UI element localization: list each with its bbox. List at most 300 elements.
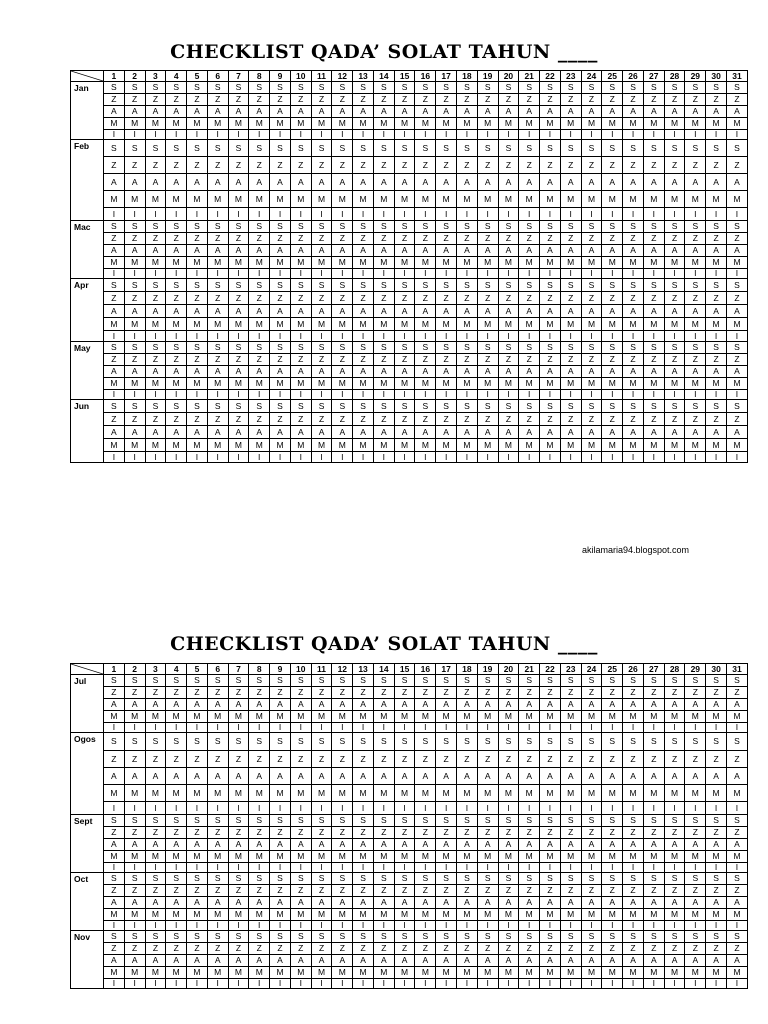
prayer-checkbox-cell[interactable]: M bbox=[394, 439, 415, 452]
prayer-checkbox-cell[interactable]: S bbox=[394, 733, 415, 751]
prayer-checkbox-cell[interactable]: M bbox=[581, 967, 602, 979]
prayer-checkbox-cell[interactable]: S bbox=[498, 733, 519, 751]
prayer-checkbox-cell[interactable]: M bbox=[498, 439, 519, 452]
prayer-checkbox-cell[interactable]: A bbox=[498, 768, 519, 785]
prayer-checkbox-cell[interactable]: S bbox=[643, 342, 664, 354]
prayer-checkbox-cell[interactable]: S bbox=[685, 400, 706, 413]
prayer-checkbox-cell[interactable]: M bbox=[290, 851, 311, 863]
prayer-checkbox-cell[interactable]: S bbox=[207, 815, 228, 827]
prayer-checkbox-cell[interactable]: Z bbox=[145, 827, 166, 839]
prayer-checkbox-cell[interactable]: A bbox=[373, 174, 394, 191]
prayer-checkbox-cell[interactable]: A bbox=[353, 174, 374, 191]
prayer-checkbox-cell[interactable]: A bbox=[415, 699, 436, 711]
prayer-checkbox-cell[interactable]: Z bbox=[311, 292, 332, 305]
prayer-checkbox-cell[interactable]: Z bbox=[457, 413, 478, 426]
prayer-checkbox-cell[interactable]: A bbox=[228, 426, 249, 439]
prayer-checkbox-cell[interactable]: M bbox=[166, 378, 187, 390]
prayer-checkbox-cell[interactable]: I bbox=[187, 863, 208, 873]
prayer-checkbox-cell[interactable]: I bbox=[166, 921, 187, 931]
prayer-checkbox-cell[interactable]: I bbox=[249, 130, 270, 140]
prayer-checkbox-cell[interactable]: Z bbox=[706, 292, 727, 305]
prayer-checkbox-cell[interactable]: A bbox=[602, 955, 623, 967]
prayer-checkbox-cell[interactable]: Z bbox=[706, 885, 727, 897]
prayer-checkbox-cell[interactable]: Z bbox=[706, 233, 727, 245]
prayer-checkbox-cell[interactable]: I bbox=[166, 863, 187, 873]
prayer-checkbox-cell[interactable]: I bbox=[540, 921, 561, 931]
prayer-checkbox-cell[interactable]: S bbox=[685, 140, 706, 157]
prayer-checkbox-cell[interactable]: M bbox=[332, 191, 353, 208]
prayer-checkbox-cell[interactable]: I bbox=[290, 130, 311, 140]
prayer-checkbox-cell[interactable]: I bbox=[187, 452, 208, 463]
prayer-checkbox-cell[interactable]: A bbox=[353, 839, 374, 851]
prayer-checkbox-cell[interactable]: Z bbox=[581, 233, 602, 245]
prayer-checkbox-cell[interactable]: Z bbox=[643, 354, 664, 366]
prayer-checkbox-cell[interactable]: I bbox=[187, 269, 208, 279]
prayer-checkbox-cell[interactable]: Z bbox=[290, 413, 311, 426]
prayer-checkbox-cell[interactable]: Z bbox=[623, 751, 644, 768]
prayer-checkbox-cell[interactable]: Z bbox=[290, 94, 311, 106]
prayer-checkbox-cell[interactable]: A bbox=[290, 426, 311, 439]
prayer-checkbox-cell[interactable]: I bbox=[311, 921, 332, 931]
prayer-checkbox-cell[interactable]: Z bbox=[290, 885, 311, 897]
prayer-checkbox-cell[interactable]: I bbox=[124, 723, 145, 733]
prayer-checkbox-cell[interactable]: I bbox=[104, 269, 125, 279]
prayer-checkbox-cell[interactable]: Z bbox=[706, 827, 727, 839]
prayer-checkbox-cell[interactable]: S bbox=[643, 221, 664, 233]
prayer-checkbox-cell[interactable]: M bbox=[353, 318, 374, 331]
prayer-checkbox-cell[interactable]: Z bbox=[145, 292, 166, 305]
prayer-checkbox-cell[interactable]: S bbox=[436, 221, 457, 233]
prayer-checkbox-cell[interactable]: I bbox=[706, 208, 727, 221]
prayer-checkbox-cell[interactable]: I bbox=[124, 208, 145, 221]
prayer-checkbox-cell[interactable]: M bbox=[145, 967, 166, 979]
prayer-checkbox-cell[interactable]: S bbox=[353, 82, 374, 94]
prayer-checkbox-cell[interactable]: I bbox=[664, 390, 685, 400]
prayer-checkbox-cell[interactable]: I bbox=[353, 863, 374, 873]
prayer-checkbox-cell[interactable]: Z bbox=[519, 943, 540, 955]
prayer-checkbox-cell[interactable]: S bbox=[249, 221, 270, 233]
prayer-checkbox-cell[interactable]: A bbox=[685, 768, 706, 785]
prayer-checkbox-cell[interactable]: Z bbox=[581, 885, 602, 897]
prayer-checkbox-cell[interactable]: I bbox=[394, 979, 415, 989]
prayer-checkbox-cell[interactable]: M bbox=[373, 785, 394, 802]
prayer-checkbox-cell[interactable]: I bbox=[602, 723, 623, 733]
prayer-checkbox-cell[interactable]: I bbox=[498, 331, 519, 342]
prayer-checkbox-cell[interactable]: M bbox=[602, 318, 623, 331]
prayer-checkbox-cell[interactable]: M bbox=[643, 851, 664, 863]
prayer-checkbox-cell[interactable]: S bbox=[664, 140, 685, 157]
prayer-checkbox-cell[interactable]: S bbox=[540, 140, 561, 157]
prayer-checkbox-cell[interactable]: A bbox=[415, 106, 436, 118]
prayer-checkbox-cell[interactable]: I bbox=[436, 979, 457, 989]
prayer-checkbox-cell[interactable]: I bbox=[623, 269, 644, 279]
prayer-checkbox-cell[interactable]: Z bbox=[311, 885, 332, 897]
prayer-checkbox-cell[interactable]: Z bbox=[726, 943, 747, 955]
prayer-checkbox-cell[interactable]: A bbox=[685, 174, 706, 191]
prayer-checkbox-cell[interactable]: A bbox=[145, 174, 166, 191]
prayer-checkbox-cell[interactable]: I bbox=[290, 979, 311, 989]
prayer-checkbox-cell[interactable]: S bbox=[581, 82, 602, 94]
prayer-checkbox-cell[interactable]: A bbox=[477, 106, 498, 118]
prayer-checkbox-cell[interactable]: A bbox=[311, 245, 332, 257]
prayer-checkbox-cell[interactable]: S bbox=[311, 931, 332, 943]
prayer-checkbox-cell[interactable]: A bbox=[519, 768, 540, 785]
prayer-checkbox-cell[interactable]: M bbox=[353, 785, 374, 802]
prayer-checkbox-cell[interactable]: Z bbox=[436, 233, 457, 245]
prayer-checkbox-cell[interactable]: M bbox=[581, 318, 602, 331]
prayer-checkbox-cell[interactable]: Z bbox=[540, 413, 561, 426]
prayer-checkbox-cell[interactable]: Z bbox=[249, 943, 270, 955]
prayer-checkbox-cell[interactable]: I bbox=[643, 452, 664, 463]
prayer-checkbox-cell[interactable]: S bbox=[623, 400, 644, 413]
prayer-checkbox-cell[interactable]: I bbox=[581, 390, 602, 400]
prayer-checkbox-cell[interactable]: M bbox=[706, 909, 727, 921]
prayer-checkbox-cell[interactable]: I bbox=[228, 331, 249, 342]
prayer-checkbox-cell[interactable]: Z bbox=[477, 687, 498, 699]
prayer-checkbox-cell[interactable]: Z bbox=[643, 885, 664, 897]
prayer-checkbox-cell[interactable]: I bbox=[581, 921, 602, 931]
prayer-checkbox-cell[interactable]: Z bbox=[519, 827, 540, 839]
prayer-checkbox-cell[interactable]: S bbox=[394, 931, 415, 943]
prayer-checkbox-cell[interactable]: S bbox=[124, 815, 145, 827]
prayer-checkbox-cell[interactable]: A bbox=[560, 897, 581, 909]
prayer-checkbox-cell[interactable]: A bbox=[685, 305, 706, 318]
prayer-checkbox-cell[interactable]: S bbox=[415, 400, 436, 413]
prayer-checkbox-cell[interactable]: Z bbox=[187, 943, 208, 955]
prayer-checkbox-cell[interactable]: Z bbox=[353, 751, 374, 768]
prayer-checkbox-cell[interactable]: A bbox=[726, 897, 747, 909]
prayer-checkbox-cell[interactable]: S bbox=[581, 221, 602, 233]
prayer-checkbox-cell[interactable]: I bbox=[436, 390, 457, 400]
prayer-checkbox-cell[interactable]: S bbox=[270, 873, 291, 885]
prayer-checkbox-cell[interactable]: Z bbox=[477, 94, 498, 106]
prayer-checkbox-cell[interactable]: A bbox=[187, 955, 208, 967]
prayer-checkbox-cell[interactable]: Z bbox=[623, 943, 644, 955]
prayer-checkbox-cell[interactable]: A bbox=[145, 426, 166, 439]
prayer-checkbox-cell[interactable]: A bbox=[166, 955, 187, 967]
prayer-checkbox-cell[interactable]: M bbox=[643, 711, 664, 723]
prayer-checkbox-cell[interactable]: M bbox=[394, 378, 415, 390]
prayer-checkbox-cell[interactable]: I bbox=[706, 863, 727, 873]
prayer-checkbox-cell[interactable]: Z bbox=[457, 292, 478, 305]
prayer-checkbox-cell[interactable]: A bbox=[436, 305, 457, 318]
prayer-checkbox-cell[interactable]: M bbox=[602, 118, 623, 130]
prayer-checkbox-cell[interactable]: Z bbox=[228, 687, 249, 699]
prayer-checkbox-cell[interactable]: M bbox=[477, 909, 498, 921]
prayer-checkbox-cell[interactable]: M bbox=[373, 711, 394, 723]
prayer-checkbox-cell[interactable]: Z bbox=[477, 157, 498, 174]
prayer-checkbox-cell[interactable]: M bbox=[477, 711, 498, 723]
prayer-checkbox-cell[interactable]: A bbox=[228, 839, 249, 851]
prayer-checkbox-cell[interactable]: S bbox=[373, 140, 394, 157]
prayer-checkbox-cell[interactable]: M bbox=[457, 785, 478, 802]
prayer-checkbox-cell[interactable]: S bbox=[498, 342, 519, 354]
prayer-checkbox-cell[interactable]: M bbox=[457, 378, 478, 390]
prayer-checkbox-cell[interactable]: Z bbox=[415, 292, 436, 305]
prayer-checkbox-cell[interactable]: Z bbox=[228, 885, 249, 897]
prayer-checkbox-cell[interactable]: Z bbox=[560, 233, 581, 245]
prayer-checkbox-cell[interactable]: I bbox=[124, 921, 145, 931]
prayer-checkbox-cell[interactable]: M bbox=[643, 318, 664, 331]
prayer-checkbox-cell[interactable]: Z bbox=[685, 751, 706, 768]
prayer-checkbox-cell[interactable]: S bbox=[332, 815, 353, 827]
prayer-checkbox-cell[interactable]: S bbox=[124, 342, 145, 354]
prayer-checkbox-cell[interactable]: A bbox=[228, 305, 249, 318]
prayer-checkbox-cell[interactable]: A bbox=[457, 955, 478, 967]
prayer-checkbox-cell[interactable]: I bbox=[207, 130, 228, 140]
prayer-checkbox-cell[interactable]: I bbox=[560, 802, 581, 815]
prayer-checkbox-cell[interactable]: Z bbox=[706, 687, 727, 699]
prayer-checkbox-cell[interactable]: I bbox=[249, 390, 270, 400]
prayer-checkbox-cell[interactable]: I bbox=[436, 130, 457, 140]
prayer-checkbox-cell[interactable]: I bbox=[726, 921, 747, 931]
prayer-checkbox-cell[interactable]: A bbox=[311, 426, 332, 439]
prayer-checkbox-cell[interactable]: S bbox=[207, 82, 228, 94]
prayer-checkbox-cell[interactable]: S bbox=[602, 873, 623, 885]
prayer-checkbox-cell[interactable]: I bbox=[664, 269, 685, 279]
prayer-checkbox-cell[interactable]: I bbox=[477, 331, 498, 342]
prayer-checkbox-cell[interactable]: Z bbox=[124, 413, 145, 426]
prayer-checkbox-cell[interactable]: I bbox=[436, 723, 457, 733]
prayer-checkbox-cell[interactable]: A bbox=[540, 897, 561, 909]
prayer-checkbox-cell[interactable]: Z bbox=[187, 827, 208, 839]
prayer-checkbox-cell[interactable]: S bbox=[104, 733, 125, 751]
prayer-checkbox-cell[interactable]: I bbox=[540, 723, 561, 733]
prayer-checkbox-cell[interactable]: M bbox=[498, 191, 519, 208]
prayer-checkbox-cell[interactable]: S bbox=[726, 140, 747, 157]
prayer-checkbox-cell[interactable]: M bbox=[540, 118, 561, 130]
prayer-checkbox-cell[interactable]: S bbox=[166, 279, 187, 292]
prayer-checkbox-cell[interactable]: A bbox=[166, 839, 187, 851]
prayer-checkbox-cell[interactable]: M bbox=[498, 909, 519, 921]
prayer-checkbox-cell[interactable]: A bbox=[706, 245, 727, 257]
prayer-checkbox-cell[interactable]: S bbox=[664, 400, 685, 413]
prayer-checkbox-cell[interactable]: A bbox=[457, 768, 478, 785]
prayer-checkbox-cell[interactable]: A bbox=[581, 955, 602, 967]
prayer-checkbox-cell[interactable]: I bbox=[124, 331, 145, 342]
prayer-checkbox-cell[interactable]: Z bbox=[602, 292, 623, 305]
prayer-checkbox-cell[interactable]: Z bbox=[415, 233, 436, 245]
prayer-checkbox-cell[interactable]: S bbox=[373, 400, 394, 413]
prayer-checkbox-cell[interactable]: A bbox=[706, 955, 727, 967]
prayer-checkbox-cell[interactable]: I bbox=[498, 921, 519, 931]
prayer-checkbox-cell[interactable]: S bbox=[540, 279, 561, 292]
prayer-checkbox-cell[interactable]: M bbox=[332, 851, 353, 863]
prayer-checkbox-cell[interactable]: A bbox=[664, 699, 685, 711]
prayer-checkbox-cell[interactable]: A bbox=[457, 897, 478, 909]
prayer-checkbox-cell[interactable]: Z bbox=[104, 751, 125, 768]
prayer-checkbox-cell[interactable]: M bbox=[560, 967, 581, 979]
prayer-checkbox-cell[interactable]: S bbox=[290, 815, 311, 827]
prayer-checkbox-cell[interactable]: I bbox=[332, 802, 353, 815]
prayer-checkbox-cell[interactable]: Z bbox=[685, 827, 706, 839]
prayer-checkbox-cell[interactable]: M bbox=[187, 851, 208, 863]
prayer-checkbox-cell[interactable]: A bbox=[643, 245, 664, 257]
prayer-checkbox-cell[interactable]: Z bbox=[394, 233, 415, 245]
prayer-checkbox-cell[interactable]: Z bbox=[145, 94, 166, 106]
prayer-checkbox-cell[interactable]: I bbox=[726, 979, 747, 989]
prayer-checkbox-cell[interactable]: M bbox=[187, 711, 208, 723]
prayer-checkbox-cell[interactable]: A bbox=[623, 305, 644, 318]
prayer-checkbox-cell[interactable]: S bbox=[104, 675, 125, 687]
prayer-checkbox-cell[interactable]: I bbox=[498, 390, 519, 400]
prayer-checkbox-cell[interactable]: Z bbox=[498, 885, 519, 897]
prayer-checkbox-cell[interactable]: A bbox=[290, 245, 311, 257]
prayer-checkbox-cell[interactable]: I bbox=[311, 390, 332, 400]
prayer-checkbox-cell[interactable]: I bbox=[187, 390, 208, 400]
prayer-checkbox-cell[interactable]: A bbox=[145, 839, 166, 851]
prayer-checkbox-cell[interactable]: M bbox=[664, 191, 685, 208]
prayer-checkbox-cell[interactable]: Z bbox=[602, 827, 623, 839]
prayer-checkbox-cell[interactable]: A bbox=[166, 106, 187, 118]
prayer-checkbox-cell[interactable]: Z bbox=[415, 687, 436, 699]
prayer-checkbox-cell[interactable]: M bbox=[332, 318, 353, 331]
prayer-checkbox-cell[interactable]: I bbox=[664, 802, 685, 815]
prayer-checkbox-cell[interactable]: Z bbox=[602, 354, 623, 366]
prayer-checkbox-cell[interactable]: S bbox=[290, 931, 311, 943]
prayer-checkbox-cell[interactable]: A bbox=[104, 366, 125, 378]
prayer-checkbox-cell[interactable]: Z bbox=[477, 292, 498, 305]
prayer-checkbox-cell[interactable]: I bbox=[498, 863, 519, 873]
prayer-checkbox-cell[interactable]: A bbox=[623, 174, 644, 191]
prayer-checkbox-cell[interactable]: M bbox=[664, 257, 685, 269]
prayer-checkbox-cell[interactable]: A bbox=[249, 106, 270, 118]
prayer-checkbox-cell[interactable]: A bbox=[498, 699, 519, 711]
prayer-checkbox-cell[interactable]: S bbox=[353, 733, 374, 751]
prayer-checkbox-cell[interactable]: I bbox=[249, 863, 270, 873]
prayer-checkbox-cell[interactable]: S bbox=[145, 140, 166, 157]
prayer-checkbox-cell[interactable]: I bbox=[166, 331, 187, 342]
prayer-checkbox-cell[interactable]: Z bbox=[124, 751, 145, 768]
prayer-checkbox-cell[interactable]: A bbox=[643, 699, 664, 711]
prayer-checkbox-cell[interactable]: I bbox=[104, 390, 125, 400]
prayer-checkbox-cell[interactable]: M bbox=[166, 711, 187, 723]
prayer-checkbox-cell[interactable]: A bbox=[643, 106, 664, 118]
prayer-checkbox-cell[interactable]: A bbox=[519, 839, 540, 851]
prayer-checkbox-cell[interactable]: M bbox=[602, 909, 623, 921]
prayer-checkbox-cell[interactable]: S bbox=[270, 675, 291, 687]
prayer-checkbox-cell[interactable]: S bbox=[706, 342, 727, 354]
prayer-checkbox-cell[interactable]: M bbox=[145, 785, 166, 802]
prayer-checkbox-cell[interactable]: M bbox=[415, 378, 436, 390]
prayer-checkbox-cell[interactable]: I bbox=[394, 921, 415, 931]
prayer-checkbox-cell[interactable]: A bbox=[373, 897, 394, 909]
prayer-checkbox-cell[interactable]: Z bbox=[519, 94, 540, 106]
prayer-checkbox-cell[interactable]: Z bbox=[540, 157, 561, 174]
prayer-checkbox-cell[interactable]: A bbox=[706, 426, 727, 439]
prayer-checkbox-cell[interactable]: Z bbox=[457, 943, 478, 955]
prayer-checkbox-cell[interactable]: I bbox=[498, 452, 519, 463]
prayer-checkbox-cell[interactable]: M bbox=[290, 967, 311, 979]
prayer-checkbox-cell[interactable]: M bbox=[560, 257, 581, 269]
prayer-checkbox-cell[interactable]: M bbox=[104, 439, 125, 452]
prayer-checkbox-cell[interactable]: I bbox=[145, 802, 166, 815]
prayer-checkbox-cell[interactable]: I bbox=[623, 979, 644, 989]
prayer-checkbox-cell[interactable]: I bbox=[477, 390, 498, 400]
prayer-checkbox-cell[interactable]: Z bbox=[706, 413, 727, 426]
prayer-checkbox-cell[interactable]: A bbox=[726, 245, 747, 257]
prayer-checkbox-cell[interactable]: I bbox=[519, 723, 540, 733]
prayer-checkbox-cell[interactable]: A bbox=[332, 839, 353, 851]
prayer-checkbox-cell[interactable]: A bbox=[207, 245, 228, 257]
prayer-checkbox-cell[interactable]: S bbox=[477, 221, 498, 233]
prayer-checkbox-cell[interactable]: Z bbox=[290, 827, 311, 839]
prayer-checkbox-cell[interactable]: Z bbox=[166, 943, 187, 955]
prayer-checkbox-cell[interactable]: A bbox=[664, 174, 685, 191]
prayer-checkbox-cell[interactable]: Z bbox=[726, 885, 747, 897]
prayer-checkbox-cell[interactable]: Z bbox=[373, 687, 394, 699]
prayer-checkbox-cell[interactable]: Z bbox=[166, 157, 187, 174]
prayer-checkbox-cell[interactable]: S bbox=[332, 342, 353, 354]
prayer-checkbox-cell[interactable]: A bbox=[581, 174, 602, 191]
prayer-checkbox-cell[interactable]: A bbox=[726, 305, 747, 318]
prayer-checkbox-cell[interactable]: Z bbox=[166, 292, 187, 305]
prayer-checkbox-cell[interactable]: S bbox=[540, 815, 561, 827]
prayer-checkbox-cell[interactable]: S bbox=[560, 342, 581, 354]
prayer-checkbox-cell[interactable]: I bbox=[145, 723, 166, 733]
prayer-checkbox-cell[interactable]: Z bbox=[311, 157, 332, 174]
prayer-checkbox-cell[interactable]: M bbox=[290, 439, 311, 452]
prayer-checkbox-cell[interactable]: M bbox=[207, 191, 228, 208]
prayer-checkbox-cell[interactable]: M bbox=[560, 318, 581, 331]
prayer-checkbox-cell[interactable]: Z bbox=[394, 687, 415, 699]
prayer-checkbox-cell[interactable]: I bbox=[353, 452, 374, 463]
prayer-checkbox-cell[interactable]: M bbox=[166, 257, 187, 269]
prayer-checkbox-cell[interactable]: M bbox=[540, 318, 561, 331]
prayer-checkbox-cell[interactable]: I bbox=[477, 979, 498, 989]
prayer-checkbox-cell[interactable]: I bbox=[457, 802, 478, 815]
prayer-checkbox-cell[interactable]: A bbox=[104, 245, 125, 257]
prayer-checkbox-cell[interactable]: I bbox=[519, 921, 540, 931]
prayer-checkbox-cell[interactable]: M bbox=[415, 785, 436, 802]
prayer-checkbox-cell[interactable]: Z bbox=[457, 885, 478, 897]
prayer-checkbox-cell[interactable]: Z bbox=[332, 687, 353, 699]
prayer-checkbox-cell[interactable]: I bbox=[394, 723, 415, 733]
prayer-checkbox-cell[interactable]: Z bbox=[270, 292, 291, 305]
prayer-checkbox-cell[interactable]: S bbox=[685, 342, 706, 354]
prayer-checkbox-cell[interactable]: A bbox=[124, 245, 145, 257]
prayer-checkbox-cell[interactable]: I bbox=[436, 802, 457, 815]
prayer-checkbox-cell[interactable]: Z bbox=[602, 413, 623, 426]
prayer-checkbox-cell[interactable]: A bbox=[685, 366, 706, 378]
prayer-checkbox-cell[interactable]: Z bbox=[394, 292, 415, 305]
prayer-checkbox-cell[interactable]: Z bbox=[498, 292, 519, 305]
prayer-checkbox-cell[interactable]: Z bbox=[207, 827, 228, 839]
prayer-checkbox-cell[interactable]: S bbox=[353, 675, 374, 687]
prayer-checkbox-cell[interactable]: I bbox=[249, 979, 270, 989]
prayer-checkbox-cell[interactable]: I bbox=[249, 723, 270, 733]
prayer-checkbox-cell[interactable]: S bbox=[498, 873, 519, 885]
prayer-checkbox-cell[interactable]: Z bbox=[519, 292, 540, 305]
prayer-checkbox-cell[interactable]: Z bbox=[332, 885, 353, 897]
prayer-checkbox-cell[interactable]: A bbox=[726, 426, 747, 439]
prayer-checkbox-cell[interactable]: S bbox=[353, 931, 374, 943]
prayer-checkbox-cell[interactable]: M bbox=[290, 257, 311, 269]
prayer-checkbox-cell[interactable]: I bbox=[560, 130, 581, 140]
prayer-checkbox-cell[interactable]: Z bbox=[290, 354, 311, 366]
prayer-checkbox-cell[interactable]: S bbox=[124, 400, 145, 413]
prayer-checkbox-cell[interactable]: I bbox=[415, 802, 436, 815]
prayer-checkbox-cell[interactable]: S bbox=[602, 342, 623, 354]
prayer-checkbox-cell[interactable]: I bbox=[104, 331, 125, 342]
prayer-checkbox-cell[interactable]: S bbox=[270, 733, 291, 751]
prayer-checkbox-cell[interactable]: S bbox=[187, 279, 208, 292]
prayer-checkbox-cell[interactable]: A bbox=[602, 768, 623, 785]
prayer-checkbox-cell[interactable]: Z bbox=[332, 751, 353, 768]
prayer-checkbox-cell[interactable]: Z bbox=[249, 413, 270, 426]
prayer-checkbox-cell[interactable]: S bbox=[457, 221, 478, 233]
prayer-checkbox-cell[interactable]: A bbox=[124, 426, 145, 439]
